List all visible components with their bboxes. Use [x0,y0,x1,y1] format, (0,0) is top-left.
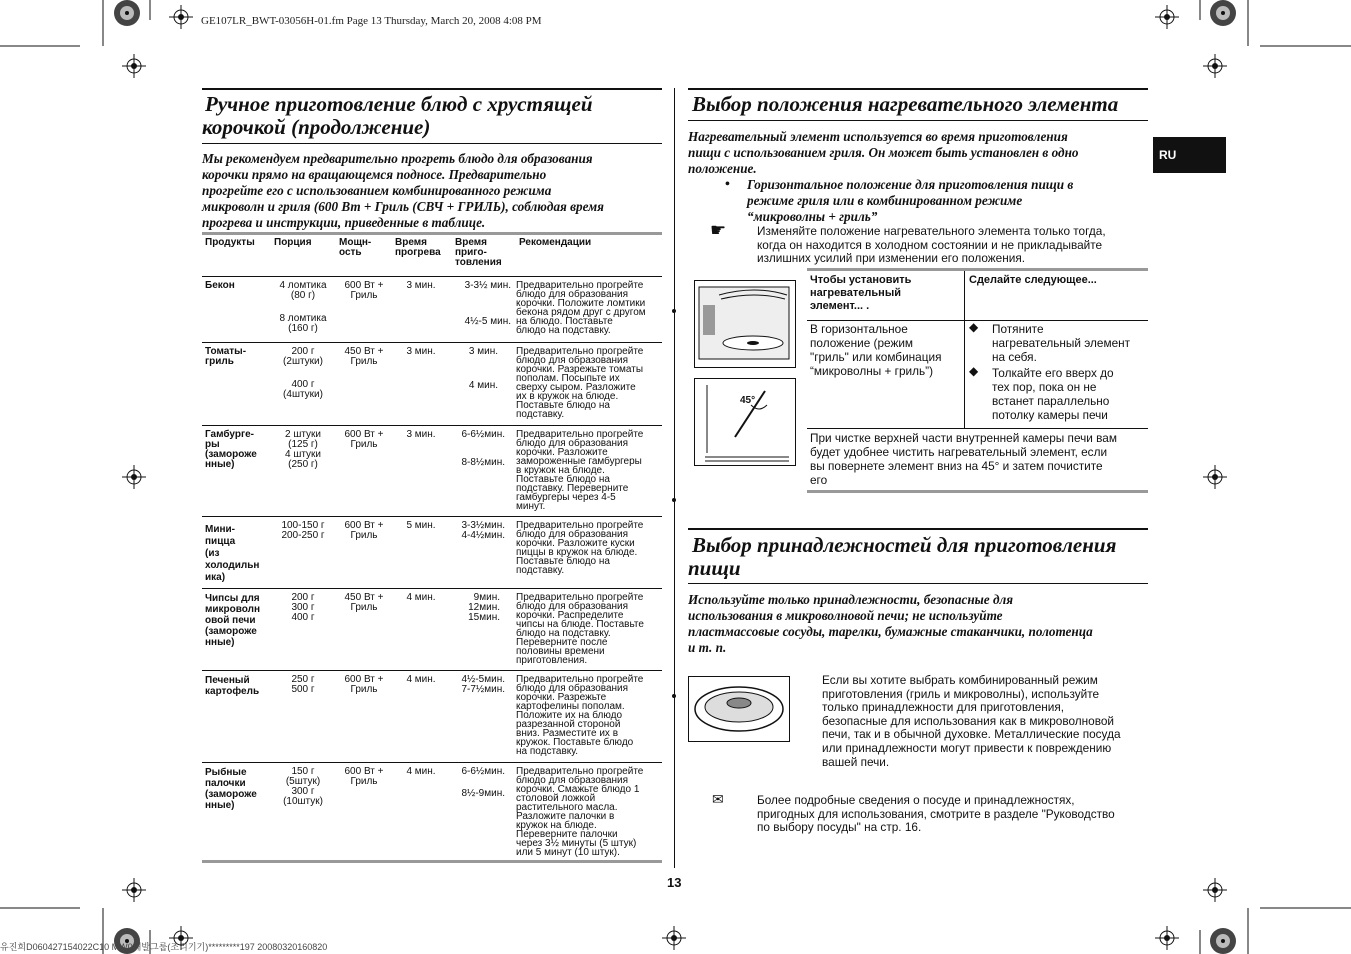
left-intro: Мы рекомендуем предварительно прогреть блюдо для образования корочки прямо на вращающемся подносе. Предварительно прогрейте его с использованием комбинированного режима микроволн и гриля (600 Вт + Гриль (СВЧ + ГРИЛЬ), соблюдая время прогрева и инструкции, приведенные в таблице. [202,151,604,230]
left-title-line1: Ручное приготовление блюд с хрустящей [205,92,593,116]
title-rule-top [202,88,662,90]
row-cook: 9мин. 12мин. 15мин. [468,592,500,623]
right-title-1: Выбор положения нагревательного элемента [692,92,1119,116]
color-wheel-icon [1208,924,1238,954]
margin-dot [672,498,676,502]
right-intro-1: Нагревательный элемент используется во время приготовления пищи с использованием гриля. Он может быть установлен в одно положение. [688,129,1079,176]
color-wheel-icon [112,0,142,30]
col-header-portion: Порция [274,237,312,248]
row-product-chips: Чипсы для микроволн овой печи (заморожe нные) [205,593,261,648]
left-title-line2: корочкой (продолжение) [202,115,431,139]
margin-dot [672,309,676,313]
right-title-2-line2: пищи [688,556,741,580]
table-rule-bottom [202,860,662,863]
registration-target-icon [169,5,193,29]
pos-table-rule-top [807,268,1148,271]
accessories-body: Если вы хотите выбрать комбинированный режим приготовления (гриль и микроволны), используйте только принадлежности для приготовления, безопасные для использования как в микроволновой печи, так и в обычной духовке. Металлические посуда или принадлежности могут привести к повреждению вашей печи. [822,673,1121,769]
row-preheat: 3 мин. [406,280,436,291]
row-rule [202,588,662,589]
pointing-hand-icon: ☛ [710,220,727,240]
row-cook: 3-3½мин. 4-4½мин. [461,520,505,541]
angle-label: 45° [740,395,756,406]
diamond-bullet-icon: ◆ [969,364,979,378]
row-power: 600 Вт + Гриль [344,674,384,695]
page-number: 13 [667,875,682,890]
row-product-bacon: Бекон [205,280,235,291]
right-bullet: Горизонтальное положение для приготовления пищи в режиме гриля или в комбинированном режиме “микроволны + гриль” [747,177,1074,224]
row-recommendation: Предварительно прогрейте блюдо для образования корочки. Разложите замороженные гамбургеры в кружок на блюде. Поставьте блюдо на подставку. Переверните гамбургеры через 4-5 минут. [516,429,644,512]
row-recommendation: Предварительно прогрейте блюдо для образования корочки. Смажьте блюдо 1 столовой ложкой растительного масла. Разложите палочки в кружок на блюде. Переверните палочки через 3½ минуты (5 штук) или 5 минут (10 штук). [516,766,644,858]
row-power: 450 Вт + Гриль [344,346,384,367]
column-divider [674,88,675,868]
row-power: 600 Вт + Гриль [344,280,384,301]
row-power: 600 Вт + Гриль [344,429,384,450]
row-preheat: 3 мин. [406,346,436,357]
row-product-mini-pizza: Мини- пицца (из холодильн ика) [205,524,260,583]
title-rule-top [688,528,1148,530]
row-portion: 200 г (2штуки) 400 г (4штуки) [283,346,323,400]
row-recommendation: Предварительно прогрейте блюдо для образования корочки. Разложите куски пиццы в кружок на блюде. Поставьте блюдо на подставку. [516,520,644,576]
row-portion: 100-150 г 200-250 г [281,520,325,541]
oven-interior-illustration [694,280,796,368]
registration-target-icon [1203,54,1227,78]
right-intro-2: Используйте только принадлежности, безопасные для использования в микроволновой печи; не используйте пластмассовые сосуды, тарелки, бумажные стаканчики, полотенца и т. п. [688,592,1093,655]
registration-target-icon [122,465,146,489]
cleaning-note: При чистке верхней части внутренней камеры печи вам будет удобнее чистить нагревательный элемент, если вы повернете элемент вниз на 45° и затем почистите его [810,431,1117,487]
row-preheat: 4 мин. [406,674,436,685]
row-rule [202,342,662,343]
diamond-bullet-icon: ◆ [969,320,979,334]
row-preheat: 3 мин. [406,429,436,440]
row-rule [202,762,662,763]
registration-target-icon [662,926,686,950]
row-cook: 6-6½мин. 8½-9мин. [461,766,505,799]
right-title-2-line1: Выбор принадлежностей для приготовления [692,533,1117,557]
heating-element-angle-illustration [694,378,796,466]
language-tab[interactable]: RU [1153,137,1226,173]
cookware-reference: Более подробные сведения о посуде и принадлежностях, пригодных для использования, смотрите в разделе "Руководство по выбору посуды" на стр. 16. [757,793,1115,835]
turntable-dish-illustration [688,676,790,742]
row-product-hamburgers: Гамбурге- ры (заморожe нные) [205,429,257,470]
row-recommendation: Предварительно прогрейте блюдо для образования корочки. Положите ломтики бекона рядом друг с другом на блюдо. Поставьте блюдо на подставку. [516,280,646,336]
pos-table-header-left: Чтобы установить нагревательный элемент... . [810,274,912,312]
row-portion: 200 г 300 г 400 г [291,592,315,623]
row-power: 600 Вт + Гриль [344,520,384,541]
row-cook: 3-3½ мин. 4½-5 мин. [464,280,511,327]
row-product-fish-sticks: Рыбные палочки (заморожe нные) [205,767,257,811]
row-portion: 250 г 500 г [291,674,315,695]
row-recommendation: Предварительно прогрейте блюдо для образования корочки. Распределите чипсы на блюде. Поставьте блюдо на подставку. Переверните после половины времени приготовления. [516,592,644,666]
pos-table-step-1: Потяните нагревательный элемент на себя. [992,322,1131,364]
table-rule-top [202,232,662,235]
row-cook: 6-6½мин. 8-8½мин. [461,429,505,468]
row-rule [202,516,662,517]
bullet-icon: • [725,177,730,192]
row-portion: 2 штуки (125 г) 4 штуки (250 г) [284,429,321,470]
row-cook: 3 мин. 4 мин. [468,346,498,391]
envelope-note-icon: ✉ [712,791,724,807]
pos-table-header-right: Сделайте следующее... [969,274,1097,286]
registration-target-icon [1203,465,1227,489]
pos-table-step-2: Толкайте его вверх до тех пор, пока он не встанет параллельно потолку камеры печи [992,366,1114,422]
file-header-line: GE107LR_BWT-03056H-01.fm Page 13 Thursday, March 20, 2008 4:08 PM [201,15,542,27]
registration-target-icon [122,878,146,902]
pos-table-row-rule [807,428,1148,429]
title-rule-bottom [688,583,1148,584]
table-header-rule [202,276,662,277]
row-portion: 4 ломтика (80 г) 8 ломтика (160 г) [279,280,327,334]
row-power: 450 Вт + Гриль [344,592,384,613]
row-cook: 4½-5мин. 7-7½мин. [461,674,505,695]
pos-table-row-left: В горизонтальное положение (режим "гриль" или комбинация “микроволны + гриль”) [810,322,942,378]
row-power: 600 Вт + Гриль [344,766,384,787]
margin-dot [672,694,676,698]
pos-table-divider [964,271,965,428]
title-rule-bottom [202,143,662,144]
registration-target-icon [122,54,146,78]
footer-code-line: 유진희D060427154022C10 MW0개발그룹(조리기기)*********197 20080320160820 [0,942,328,952]
row-product-potatoes: Печеный картофель [205,675,260,697]
registration-target-icon [1203,878,1227,902]
row-preheat: 4 мин. [406,592,436,603]
registration-target-icon [1155,5,1179,29]
row-preheat: 5 мин. [406,520,436,531]
col-header-cook: Время приго- товления [455,237,502,268]
col-header-preheat: Время прогрева [395,237,441,258]
row-recommendation: Предварительно прогрейте блюдо для образования корочки. Разрежьте томаты пополам. Посыпьте их сверху сыром. Разложите их в кружок на блюде. Поставьте блюдо на подставку. [516,346,644,420]
col-header-product: Продукты [205,237,255,248]
title-rule-top [688,88,1148,90]
row-product-tomatoes: Томаты- гриль [205,346,247,367]
pos-table-rule-bottom [807,490,1148,493]
row-recommendation: Предварительно прогрейте блюдо для образования корочки. Разрежьте картофелины пополам. Положите их на блюдо разрезанной стороной вниз. Разместите их в кружок. Поставьте блюдо на подставку. [516,674,644,757]
color-wheel-icon [1208,0,1238,30]
col-header-power: Мощн- ость [339,237,372,258]
right-note: Изменяйте положение нагревательного элемента только тогда, когда он находится в холодном состоянии и не прикладывайте излишних усилий при изменении его положения. [757,224,1106,265]
registration-target-icon [1155,926,1179,950]
row-portion: 150 г (5штук) 300 г (10штук) [283,766,323,807]
title-rule-bottom [688,120,1148,121]
row-preheat: 4 мин. [406,766,436,777]
row-rule [202,425,662,426]
col-header-recommendations: Рекомендации [519,237,592,248]
row-rule [202,670,662,671]
